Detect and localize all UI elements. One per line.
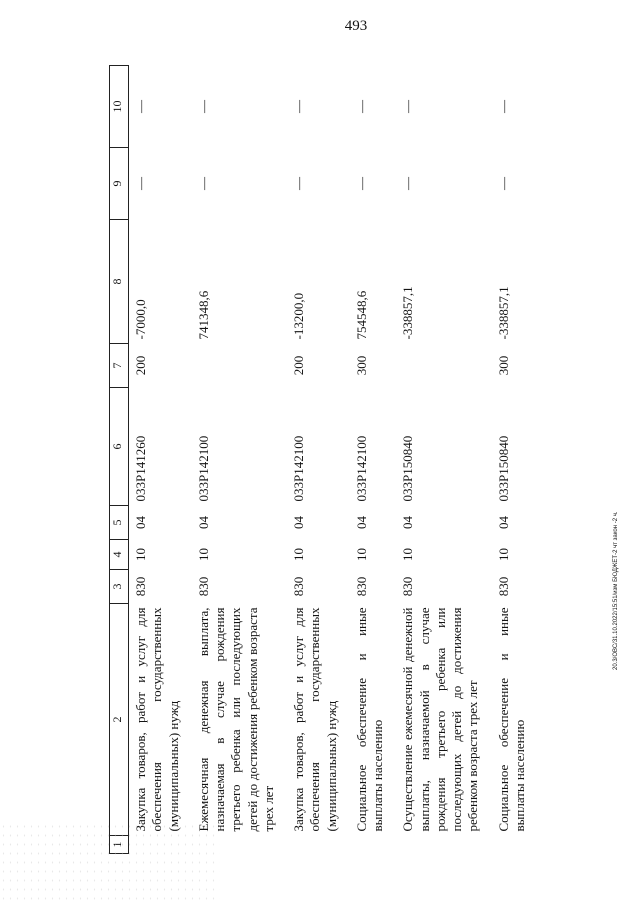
cell-c9: — <box>495 177 511 190</box>
cell-c5: 04 <box>400 516 416 529</box>
cell-c10: — <box>495 100 511 113</box>
col-header-9: 9 <box>110 148 129 220</box>
row-name-cell: Осуществление ежемесячной денежной выплаты, назначаемой в случае рождения третьего ребенка или последующих детей до достижения ребенком возраста трех лет <box>400 607 481 832</box>
table-body <box>110 66 539 854</box>
col-header-4: 4 <box>110 540 129 570</box>
cell-c9: — <box>133 177 148 190</box>
cell-c3: 830 <box>291 576 306 597</box>
row-name-cell: Социальное обеспечение и иные выплаты населению <box>353 607 385 832</box>
row-number-cell <box>396 836 491 854</box>
row-number-cell <box>492 836 539 854</box>
cell-c9: — <box>291 177 306 190</box>
table-row <box>396 66 491 854</box>
cell-c5: 04 <box>495 516 511 529</box>
cell-c4: 10 <box>133 548 148 561</box>
cell-c4: 10 <box>495 548 511 561</box>
cell-c9: — <box>353 177 369 190</box>
cell-c3: 830 <box>353 576 369 597</box>
cell-c8: 741348,6 <box>195 290 211 340</box>
cell-c5: 04 <box>291 516 306 529</box>
table-row <box>287 66 350 854</box>
cell-c4: 10 <box>400 548 416 561</box>
cell-c8: -338857,1 <box>400 286 416 340</box>
col-header-3: 3 <box>110 570 129 604</box>
cell-c10: — <box>133 100 148 113</box>
scan-noise <box>0 822 220 902</box>
cell-c9: — <box>195 177 211 190</box>
col-header-10: 10 <box>110 66 129 148</box>
cell-c10: — <box>291 100 306 113</box>
row-number-cell <box>287 836 350 854</box>
cell-c6: 033P142100 <box>291 435 306 502</box>
cell-c7: 300 <box>495 355 511 376</box>
page-number: 493 <box>344 18 368 34</box>
cell-c8: -13200,0 <box>291 292 306 340</box>
cell-c5: 04 <box>133 516 148 529</box>
cell-c7: 200 <box>291 355 306 376</box>
cell-c8: -338857,1 <box>495 286 511 340</box>
cell-c6: 033P141260 <box>133 435 148 502</box>
col-header-8: 8 <box>110 220 129 344</box>
cell-c6: 033P142100 <box>195 435 211 502</box>
col-header-6: 6 <box>110 388 129 506</box>
budget-table <box>109 65 538 854</box>
row-number-cell <box>350 836 397 854</box>
cell-c10: — <box>353 100 369 113</box>
table-row <box>350 66 397 854</box>
cell-c6: 033P142100 <box>353 435 369 502</box>
cell-c7: 300 <box>353 355 369 376</box>
cell-c4: 10 <box>291 548 306 561</box>
cell-c10: — <box>195 100 211 113</box>
side-note: 20.3/ОВС/31.10.2022/15:51/изм БЮДЖЕТ-2 чт закон -2 ч. <box>613 511 619 670</box>
cell-c5: 04 <box>195 516 211 529</box>
cell-c8: 754548,6 <box>353 290 369 340</box>
cell-c7 <box>192 344 287 388</box>
cell-c4: 10 <box>353 548 369 561</box>
cell-c9: — <box>400 177 416 190</box>
cell-c3: 830 <box>133 576 148 597</box>
table-row <box>129 66 192 854</box>
row-name-cell: Ежемесячная денежная выплата, назначаемая в случае рождения третьего ребенка или последующих детей до достижения ребенком возраста трех лет <box>195 607 276 832</box>
row-name-cell: Закупка товаров, работ и услуг для обеспечения государственных (муниципальных) нужд <box>133 607 181 832</box>
cell-c10: — <box>400 100 416 113</box>
cell-c6: 033P150840 <box>495 435 511 502</box>
table-row <box>192 66 287 854</box>
cell-c4: 10 <box>195 548 211 561</box>
cell-c3: 830 <box>400 576 416 597</box>
cell-c8: -7000,0 <box>133 299 148 340</box>
table-row <box>492 66 539 854</box>
cell-c5: 04 <box>353 516 369 529</box>
table-header-row <box>110 66 129 854</box>
cell-c7 <box>396 344 491 388</box>
row-name-cell: Социальное обеспечение и иные выплаты населению <box>495 607 527 832</box>
rotated-budget-table <box>109 66 591 854</box>
cell-c6: 033P150840 <box>400 435 416 502</box>
col-header-1: 1 <box>110 836 129 854</box>
cell-c7: 200 <box>133 355 148 376</box>
col-header-7: 7 <box>110 344 129 388</box>
row-name-cell: Закупка товаров, работ и услуг для обеспечения государственных (муниципальных) нужд <box>291 607 339 832</box>
cell-c3: 830 <box>195 576 211 597</box>
col-header-2: 2 <box>110 604 129 836</box>
col-header-5: 5 <box>110 506 129 540</box>
cell-c3: 830 <box>495 576 511 597</box>
